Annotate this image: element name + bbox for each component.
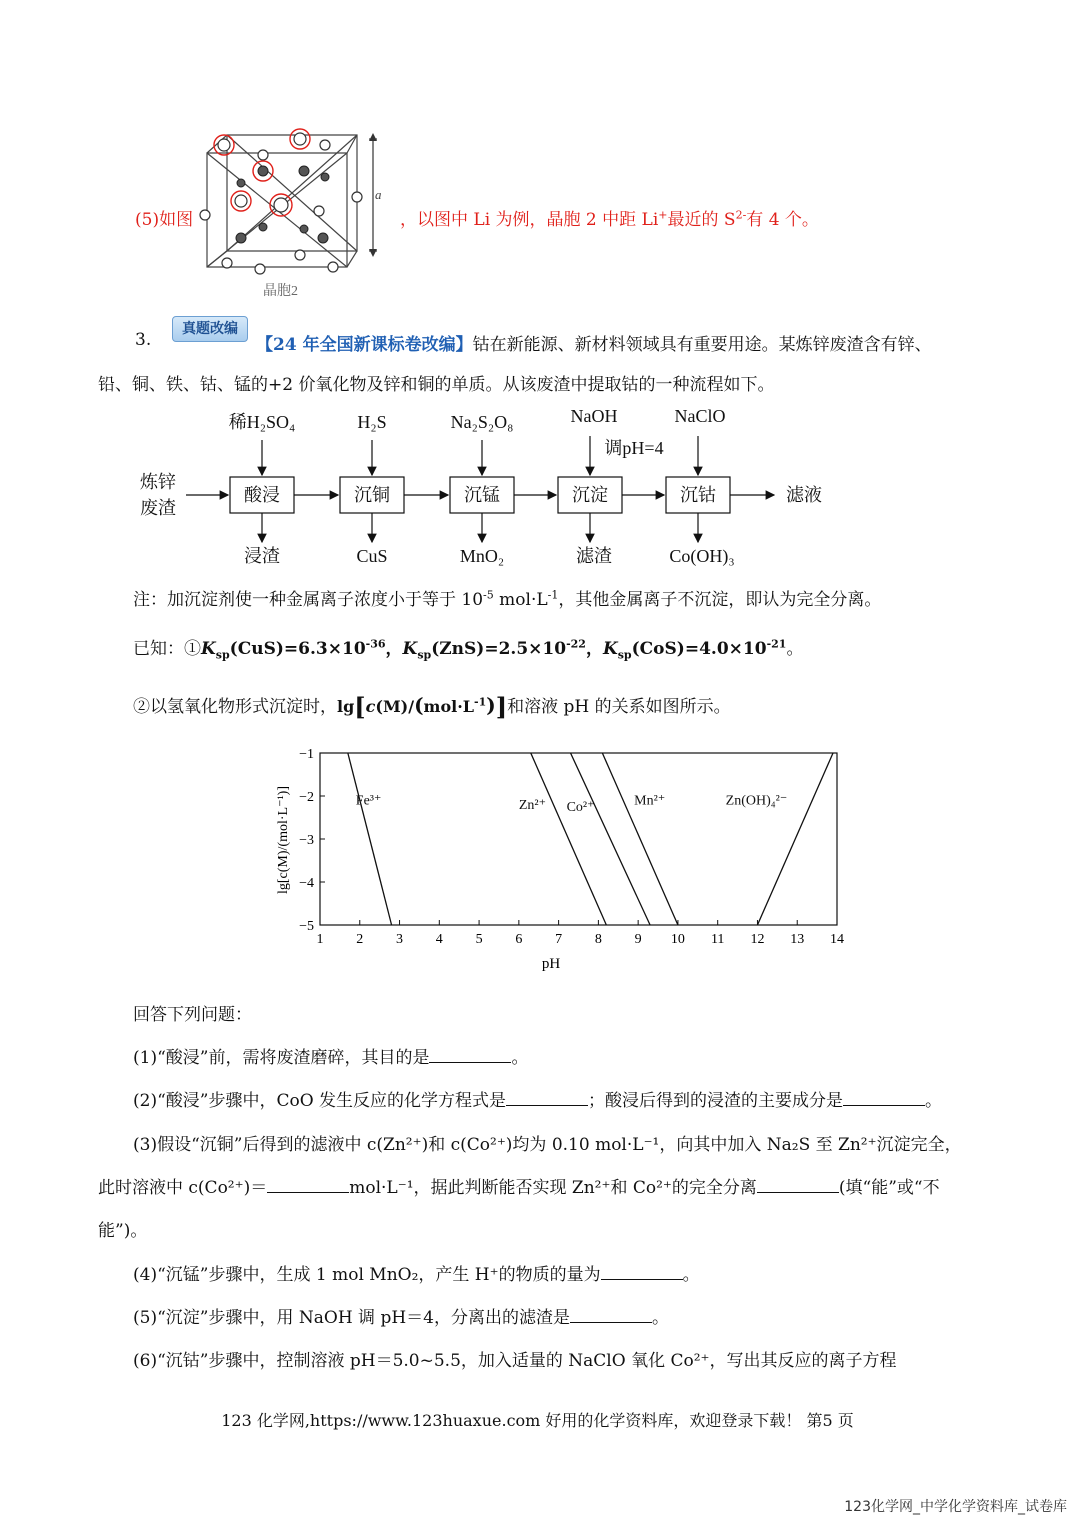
q3-number: 3. (135, 330, 152, 350)
note-sup: -5 (483, 588, 494, 602)
q3-source: 【24 年全国新课标卷改编】 (256, 335, 473, 355)
known1-end: 。 (786, 639, 804, 659)
q5-sup1: + (658, 208, 668, 222)
x-tick-label: 13 (790, 932, 805, 947)
flow-product-2: CuS (356, 546, 388, 566)
flow-reagent-3: Na₂S₂O₈ (450, 412, 514, 432)
x-tick-label: 8 (594, 932, 602, 947)
chart-frame (320, 753, 837, 925)
q1-text: (1)“酸浸”前，需将废渣磨碎，其目的是 (133, 1048, 430, 1068)
question-3-line1: (3)假设“沉铜”后得到的滤液中 c(Zn²⁺)和 c(Co²⁺)均为 0.10 mol·L⁻¹，向其中加入 Na₂S 至 Zn²⁺沉淀完全， (133, 1135, 962, 1155)
q4-end: 。 (682, 1265, 700, 1285)
y-tick-label: −3 (299, 833, 314, 848)
answer-blank-2a[interactable] (506, 1091, 588, 1106)
flow-product-5: Co(OH)₃ (669, 546, 735, 566)
series-label-5: Zn(OH)₄²⁻ (725, 793, 788, 809)
known1-k2: (ZnS)=2.5×10 (431, 639, 567, 659)
series-line-4 (602, 753, 678, 925)
q2-end: 。 (925, 1091, 943, 1111)
y-tick-label: −2 (299, 790, 314, 805)
known2-lead: ②以氢氧化物形式沉淀时， (133, 697, 337, 717)
flow-start-2: 废渣 (140, 498, 176, 518)
corner-watermark: 123化学网_中学化学资料库_试卷库 (844, 1499, 1067, 1515)
q5-sup2: 2- (735, 208, 747, 222)
answer-blank-3a[interactable] (267, 1178, 349, 1193)
flow-reagent-4: NaOH (570, 406, 618, 426)
q3-intro-1: 钴在新能源、新材料领域具有重要用途。某炼锌废渣含有锌、 (472, 335, 932, 355)
flowchart (130, 400, 850, 575)
badge-real-exam: 真题改编 (172, 316, 248, 342)
flow-end: 滤液 (786, 485, 822, 505)
flow-step-2: 沉铜 (354, 485, 390, 505)
answer-blank-3b[interactable] (757, 1178, 839, 1193)
question-4 (133, 1260, 700, 1285)
chart-xlabel: pH (541, 956, 561, 972)
y-tick-label: −5 (299, 919, 314, 934)
x-tick-label: 2 (356, 932, 364, 947)
x-tick-label: 9 (634, 932, 642, 947)
flow-step-4: 沉淀 (572, 485, 608, 505)
known-hydroxide-line: ②以氢氧化物形式沉淀时，$\lg[c(M)/(mol\cdot L^{-1})]$和溶液 pH 的关系如图所示。 (133, 692, 731, 721)
series-label-2: Zn²⁺ (518, 797, 546, 813)
answer-blank-5[interactable] (570, 1308, 652, 1323)
known1-k3: (CoS)=4.0×10 (631, 639, 767, 659)
flow-step-3: 沉锰 (464, 485, 500, 505)
series-label-1: Fe³⁺ (355, 793, 382, 809)
flow-reagent-2: H₂S (357, 412, 387, 432)
q2b-text: ；酸浸后得到的浸渣的主要成分是 (588, 1091, 844, 1111)
flow-reagent-1: 稀H₂SO₄ (228, 412, 296, 432)
answer-blank-1[interactable] (429, 1048, 511, 1063)
q3b-text: 此时溶液中 c(Co²⁺)＝ (98, 1178, 268, 1198)
question-3-line2 (98, 1173, 940, 1198)
flow-reagent-5: NaClO (674, 406, 726, 426)
known-ksp-line: 已知：$①K_{sp}(CuS)=6.3\times 10^{-36}$，$K_{sp}(ZnS)=2.5\times 10^{-22}$，$K_{sp}(CoS)=4.0\times 10^{-21}$。 (133, 637, 804, 662)
q5-suffix-c: 有 4 个。 (746, 210, 819, 230)
q5-suffix-b: 最近的 S (667, 210, 736, 230)
x-tick-label: 4 (435, 932, 443, 947)
q3-intro-2: 铅、铜、铁、钴、锰的+2 价氧化物及锌和铜的单质。从该废渣中提取钴的一种流程如下。 (98, 375, 775, 395)
ph-chart (265, 740, 865, 980)
q5-prefix: (5)如图 (135, 210, 194, 230)
known1-e1: -36 (365, 637, 386, 651)
series-label-4: Mn²⁺ (634, 793, 666, 809)
chart-ylabel: lg[c(M)/(mol·L⁻¹)] (276, 786, 291, 894)
flow-step-1: 酸浸 (244, 485, 280, 505)
q5-suffix-a: ，以图中 Li 为例，晶胞 2 中距 Li (400, 210, 659, 230)
q4-text: (4)“沉锰”步骤中，生成 1 mol MnO₂，产生 H⁺的物质的量为 (133, 1265, 601, 1285)
x-tick-label: 5 (475, 932, 483, 947)
known1-lead: 已知：① (133, 639, 201, 659)
x-tick-label: 1 (316, 932, 324, 947)
series-line-1 (348, 753, 392, 925)
x-tick-label: 6 (515, 932, 523, 947)
crystal-axis-label: a (375, 187, 382, 202)
answer-blank-2b[interactable] (843, 1091, 925, 1106)
note-c: ，其他金属离子不沉淀，即认为完全分离。 (558, 590, 882, 610)
question-5 (133, 1303, 669, 1328)
q1-end: 。 (511, 1048, 529, 1068)
page-footer: 123 化学网,https://www.123huaxue.com 好用的化学资料库，欢迎登录下载！ 第5 页 (221, 1411, 854, 1430)
x-tick-label: 10 (670, 932, 685, 947)
x-tick-label: 3 (396, 932, 404, 947)
series-line-5 (757, 753, 833, 925)
y-tick-label: −4 (299, 876, 314, 891)
flow-product-4: 滤渣 (576, 546, 612, 566)
series-label-3: Co²⁺ (566, 800, 595, 816)
known1-e3: -21 (766, 637, 787, 651)
flow-step-5: 沉钴 (680, 485, 716, 505)
q2a-text: (2)“酸浸”步骤中，CoO 发生反应的化学方程式是 (133, 1091, 507, 1111)
question-1 (133, 1043, 528, 1068)
series-line-2 (531, 753, 607, 925)
flow-product-1: 浸渣 (244, 546, 280, 566)
crystal-caption: 晶胞2 (263, 284, 298, 299)
question-3-line3: 能”)。 (98, 1221, 148, 1241)
q5q-text: (5)“沉淀”步骤中，用 NaOH 调 pH＝4，分离出的滤渣是 (133, 1308, 570, 1328)
questions-header: 回答下列问题： (133, 1005, 252, 1025)
note-b: mol·L (493, 590, 548, 610)
note-a: 注：加沉淀剂使一种金属离子浓度小于等于 10 (133, 590, 484, 610)
q5q-end: 。 (651, 1308, 669, 1328)
note-line (133, 585, 881, 610)
x-tick-label: 11 (710, 932, 725, 947)
known1-e2: -22 (566, 637, 586, 651)
question-2 (133, 1086, 942, 1111)
q3d-text: (填“能”或“不 (838, 1178, 940, 1198)
known1-k1: (CuS)=6.3×10 (229, 639, 366, 659)
flow-product-3: MnO₂ (459, 546, 505, 566)
note-sup2: -1 (547, 588, 559, 602)
series-line-3 (571, 753, 651, 925)
flow-start-1: 炼锌 (140, 472, 176, 492)
q3c-text: mol·L⁻¹，据此判断能否实现 Zn²⁺和 Co²⁺的完全分离 (349, 1178, 757, 1198)
question-6: (6)“沉钴”步骤中，控制溶液 pH＝5.0~5.5，加入适量的 NaClO 氧化 Co²⁺，写出其反应的离子方程 (133, 1351, 897, 1371)
x-tick-label: 14 (830, 932, 844, 947)
flow-ph-note: 调pH=4 (604, 438, 664, 458)
x-tick-label: 7 (555, 932, 563, 947)
answer-blank-4[interactable] (601, 1265, 683, 1280)
q3-intro-line1 (256, 330, 932, 355)
y-tick-label: −1 (299, 747, 314, 762)
q5-answer (400, 205, 819, 230)
known2-tail: 和溶液 pH 的关系如图所示。 (507, 697, 731, 717)
crystal-cell-figure (197, 127, 397, 302)
x-tick-label: 12 (750, 932, 765, 947)
